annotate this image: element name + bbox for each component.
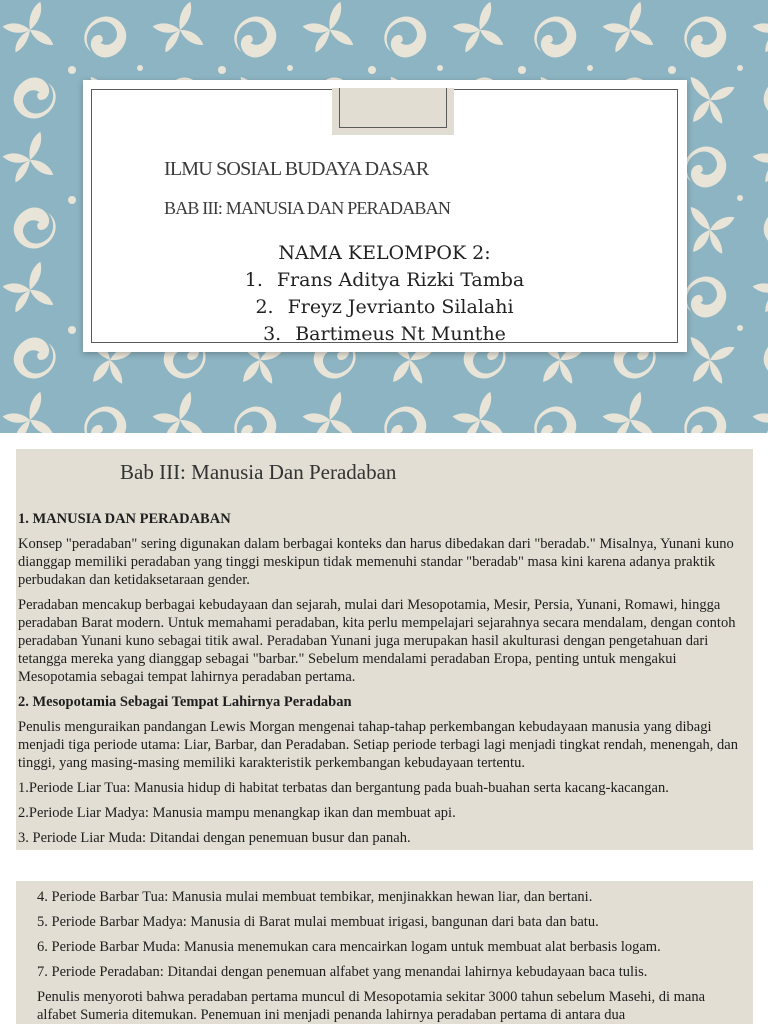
slide-subtitle: BAB III: MANUSIA DAN PERADABAN	[164, 198, 451, 218]
list-item: 3. Periode Liar Muda: Ditandai dengan penemuan busur dan panah.	[18, 830, 411, 846]
title-card	[83, 80, 687, 352]
list-item: 5. Periode Barbar Madya: Manusia di Barat mulai membuat irigasi, bangunan dari bata dan batu.	[37, 914, 599, 930]
member-number: 2.	[255, 296, 274, 318]
list-item: 7. Periode Peradaban: Ditandai dengan penemuan alfabet yang menandai lahirnya kebudayaan baca tulis.	[37, 964, 648, 980]
paragraph: Penulis menguraikan pandangan Lewis Morgan mengenai tahap-tahap perkembangan kebudayaan manusia yang dibagi menjadi tiga periode utama: Liar, Barbar, dan Peradaban. Setiap periode terbagi lagi menjadi tingkat rendah, menengah, dan tinggi, yang masing-masing memiliki karakteristik perkembangan kebudayaan tertentu.	[18, 719, 738, 771]
paragraph: Peradaban mencakup berbagai kebudayaan dan sejarah, mulai dari Mesopotamia, Mesir, Persia, Yunani, Romawi, hingga peradaban Barat modern. Untuk memahami peradaban, kita perlu mempelajari sejarahnya secara mendalam, dengan contoh peradaban Yunani kuno sebagai titik awal. Peradaban Yunani juga merupakan hasil akulturasi dengan pengetahuan dari tetangga mereka yang dianggap sebagai "barbar." Sebelum mendalami peradaban Eropa, penting untuk mengakui Mesopotamia sebagai tempat lahirnya peradaban pertama.	[18, 597, 736, 685]
member-item	[92, 267, 677, 294]
member-number: 3.	[263, 323, 282, 345]
list-item: 6. Periode Barbar Muda: Manusia menemukan cara mencairkan logam untuk membuat alat berbasis logam.	[37, 939, 661, 955]
paragraph: Konsep "peradaban" sering digunakan dalam berbagai konteks dan harus dibedakan dari "beradab." Misalnya, Yunani kuno dianggap memiliki peradaban yang tinggi meskipun tidak memenuhi standar "beradab" masa kini karena adanya praktik perbudakan dan ketidaksetaraan gender.	[18, 536, 734, 588]
content-slide-2	[16, 449, 753, 850]
content-slide-3	[16, 881, 753, 1024]
title-slide	[0, 0, 768, 433]
group-heading: NAMA KELOMPOK 2:	[278, 242, 491, 264]
group-members-block	[92, 240, 677, 348]
slide-heading: Bab III: Manusia Dan Peradaban	[120, 460, 397, 484]
list-item: 2.Periode Liar Madya: Manusia mampu menangkap ikan dan membuat api.	[18, 805, 456, 821]
member-name: Freyz Jevrianto Silalahi	[287, 296, 514, 318]
member-name: Frans Aditya Rizki Tamba	[276, 269, 525, 291]
section-heading: 2. Mesopotamia Sebagai Tempat Lahirnya Peradaban	[18, 694, 352, 710]
card-tab-inner-frame	[339, 88, 447, 128]
member-name: Bartimeus Nt Munthe	[295, 323, 506, 345]
list-item: 1.Periode Liar Tua: Manusia hidup di habitat terbatas dan bergantung pada buah-buahan serta kacang-kacangan.	[18, 780, 669, 796]
list-item: 4. Periode Barbar Tua: Manusia mulai membuat tembikar, menjinakkan hewan liar, dan bertani.	[37, 889, 593, 905]
member-number: 1.	[244, 269, 263, 291]
member-list	[92, 267, 677, 348]
member-item	[92, 321, 677, 348]
slide-title: ILMU SOSIAL BUDAYA DASAR	[164, 158, 429, 180]
member-item	[92, 294, 677, 321]
slide-body	[37, 888, 737, 1024]
paragraph: Penulis menyoroti bahwa peradaban pertama muncul di Mesopotamia sekitar 3000 tahun sebelum Masehi, di mana alfabet Sumeria ditemukan. Penemuan ini menjadi penanda lahirnya peradaban pertama di antara dua	[37, 989, 706, 1023]
slide-body	[18, 510, 751, 854]
title-card-border	[91, 89, 678, 343]
section-heading: 1. MANUSIA DAN PERADABAN	[18, 511, 231, 527]
card-tab-decoration	[332, 88, 454, 135]
